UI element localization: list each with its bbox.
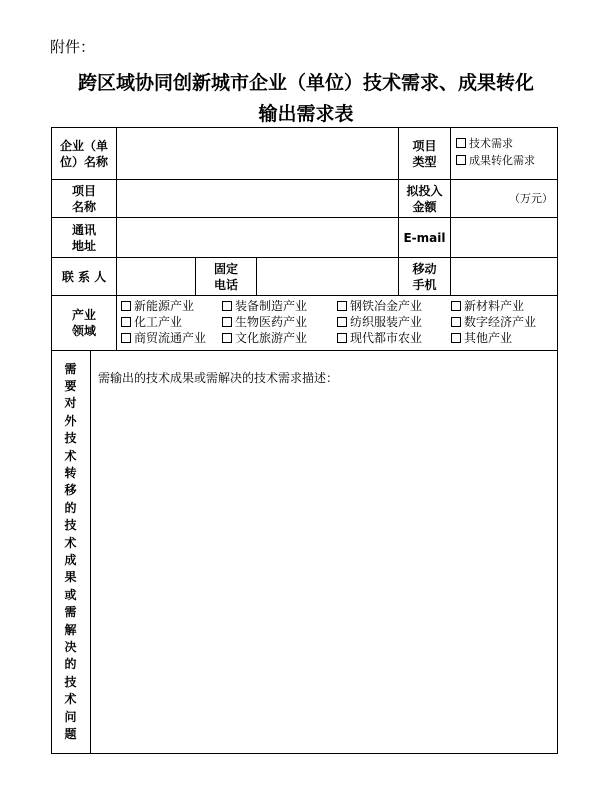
address-label: 通讯地址 — [71, 222, 96, 253]
option-label: 技术需求 — [469, 137, 513, 150]
needs-description-area[interactable] — [91, 351, 557, 753]
industry-option[interactable] — [451, 314, 536, 330]
needs-label-char: 的 — [64, 657, 77, 672]
industry-option-label: 化工产业 — [134, 315, 183, 329]
needs-label-char: 技 — [64, 431, 77, 446]
needs-label-char: 技 — [64, 674, 77, 689]
industry-label: 产业领域 — [71, 308, 96, 338]
option-tech-demand[interactable] — [456, 136, 513, 152]
industry-option[interactable] — [121, 330, 206, 346]
contact-field[interactable] — [117, 258, 195, 295]
investment-label: 拟投入金额 — [406, 183, 443, 214]
checkbox-icon — [451, 301, 461, 311]
checkbox-icon — [121, 301, 131, 311]
needs-label-char: 题 — [64, 727, 77, 742]
needs-label-char: 解 — [64, 622, 77, 637]
industry-option[interactable] — [451, 330, 512, 346]
industry-option[interactable] — [337, 314, 422, 330]
industry-option[interactable] — [337, 298, 422, 314]
industry-option[interactable] — [337, 330, 422, 346]
needs-label-char: 决 — [64, 640, 77, 655]
table-border-bottom — [51, 753, 558, 754]
industry-option-label: 纺织服装产业 — [350, 315, 423, 329]
investment-unit: （万元） — [509, 192, 553, 205]
industry-option[interactable] — [222, 298, 307, 314]
needs-label — [51, 350, 90, 754]
checkbox-icon — [337, 333, 347, 343]
industry-option[interactable] — [121, 298, 194, 314]
phone-field[interactable] — [257, 258, 398, 295]
option-label: 成果转化需求 — [469, 154, 535, 167]
checkbox-icon — [222, 317, 232, 327]
needs-label-char: 转 — [64, 465, 77, 480]
needs-label-char: 问 — [64, 709, 77, 724]
checkbox-icon — [121, 333, 131, 343]
needs-label-char: 术 — [64, 692, 77, 707]
option-result-transfer[interactable] — [456, 153, 535, 169]
industry-option[interactable] — [222, 314, 307, 330]
needs-label-char: 外 — [64, 413, 77, 428]
company-name-label: 企业（单位）名称 — [59, 138, 108, 169]
industry-option-label: 现代都市农业 — [350, 331, 423, 345]
checkbox-icon — [222, 301, 232, 311]
industry-option[interactable] — [121, 314, 182, 330]
company-name-field[interactable] — [117, 128, 398, 179]
form-title: 跨区域协同创新城市企业（单位）技术需求、成果转化 — [77, 72, 534, 94]
email-field[interactable] — [451, 218, 557, 257]
industry-option[interactable] — [222, 330, 307, 346]
project-name-label: 项目名称 — [71, 183, 96, 214]
needs-label-char: 术 — [64, 448, 77, 463]
industry-option-label: 新能源产业 — [134, 299, 195, 313]
needs-label-char: 术 — [64, 535, 77, 550]
form-title-continued: 输出需求表 — [258, 103, 354, 125]
mobile-field[interactable] — [451, 258, 557, 295]
address-field[interactable] — [117, 218, 398, 257]
needs-label-char: 技 — [64, 518, 77, 533]
checkbox-icon — [121, 317, 131, 327]
checkbox-icon — [456, 155, 466, 165]
row-divider — [51, 295, 558, 296]
email-label: E-mail — [403, 230, 446, 245]
checkbox-icon — [337, 301, 347, 311]
mobile-label: 移动手机 — [412, 261, 437, 292]
needs-label-char: 果 — [64, 570, 77, 585]
table-border-right — [557, 127, 558, 754]
project-type-label: 项目类型 — [412, 138, 437, 169]
needs-label-char: 对 — [64, 396, 77, 411]
needs-label-char: 需 — [64, 361, 77, 376]
checkbox-icon — [451, 317, 461, 327]
checkbox-icon — [222, 333, 232, 343]
industry-option[interactable] — [451, 298, 524, 314]
industry-option-label: 装备制造产业 — [235, 299, 308, 313]
needs-label-char: 或 — [64, 587, 77, 602]
industry-option-label: 其他产业 — [464, 331, 513, 345]
phone-label: 固定电话 — [214, 261, 239, 292]
industry-option-label: 钢铁冶金产业 — [350, 299, 423, 313]
checkbox-icon — [451, 333, 461, 343]
demand-form-table — [51, 127, 558, 754]
industry-option-label: 生物医药产业 — [235, 315, 308, 329]
attachment-label: 附件： — [50, 38, 96, 56]
industry-option-label: 文化旅游产业 — [235, 331, 308, 345]
needs-label-char: 的 — [64, 500, 77, 515]
needs-label-char: 需 — [64, 605, 77, 620]
industry-option-label: 新材料产业 — [464, 299, 525, 313]
project-name-field[interactable] — [117, 180, 398, 217]
needs-label-char: 成 — [64, 553, 77, 567]
needs-description-label: 需输出的技术成果或需解决的技术需求描述： — [98, 371, 339, 385]
needs-label-char: 要 — [64, 378, 77, 393]
industry-option-label: 数字经济产业 — [464, 315, 537, 329]
needs-label-char: 移 — [64, 483, 77, 498]
contact-label: 联 系 人 — [61, 269, 107, 284]
checkbox-icon — [456, 138, 466, 148]
industry-option-label: 商贸流通产业 — [134, 331, 207, 345]
checkbox-icon — [337, 317, 347, 327]
